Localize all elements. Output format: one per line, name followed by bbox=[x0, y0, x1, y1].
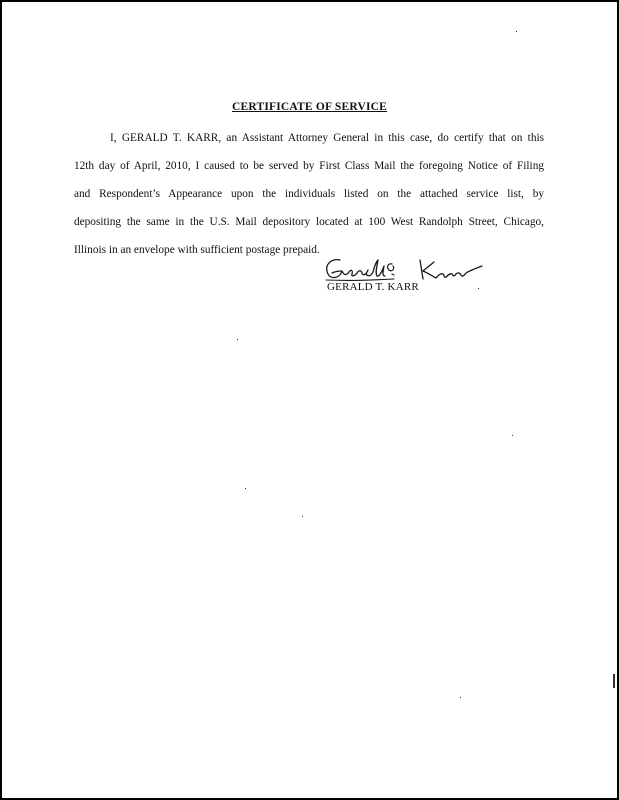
scan-speck bbox=[516, 31, 517, 32]
body-line-1: I, GERALD T. KARR, an Assistant Attorney General in this case, do certify that on this bbox=[110, 132, 544, 144]
certificate-title: CERTIFICATE OF SERVICE bbox=[231, 101, 388, 113]
body-line-4: depositing the same in the U.S. Mail depository located at 100 West Randolph Street, Chicago, bbox=[74, 216, 544, 228]
scan-speck bbox=[245, 488, 246, 489]
body-line-2: 12th day of April, 2010, I caused to be served by First Class Mail the foregoing Notice of Filing bbox=[74, 160, 544, 172]
signer-name: GERALD T. KARR bbox=[327, 281, 419, 293]
scan-edge-mark bbox=[613, 674, 615, 688]
scan-speck bbox=[512, 435, 513, 436]
scan-speck bbox=[460, 697, 461, 698]
body-line-5: Illinois in an envelope with sufficient postage prepaid. bbox=[74, 244, 320, 256]
scan-speck bbox=[302, 516, 303, 517]
scan-speck bbox=[237, 339, 238, 340]
certificate-body bbox=[74, 124, 544, 264]
body-line-3: and Respondent’s Appearance upon the individuals listed on the attached service list, by bbox=[74, 188, 544, 200]
scan-speck bbox=[478, 288, 479, 289]
